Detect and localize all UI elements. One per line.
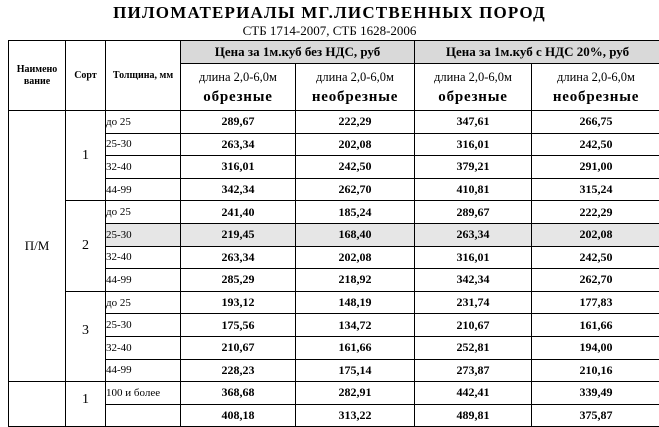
- thickness-cell: 32-40: [106, 336, 181, 359]
- price-cell: 291,00: [532, 156, 659, 179]
- header-grade: Сорт: [66, 41, 106, 111]
- highlighted-row: [9, 223, 659, 246]
- thickness-cell: 25-30: [106, 314, 181, 337]
- price-cell: 148,19: [296, 291, 415, 314]
- price-cell: 161,66: [532, 314, 659, 337]
- price-cell: 282,91: [296, 382, 415, 405]
- price-cell: 218,92: [296, 269, 415, 292]
- header-name: Наимено вание: [9, 41, 66, 111]
- price-cell: 242,50: [532, 133, 659, 156]
- price-cell: 489,81: [415, 404, 532, 427]
- price-cell: 316,01: [415, 246, 532, 269]
- thickness-cell: 25-30: [106, 223, 181, 246]
- price-cell: 175,14: [296, 359, 415, 382]
- price-cell: 375,87: [532, 404, 659, 427]
- price-cell: 252,81: [415, 336, 532, 359]
- thickness-cell: 44-99: [106, 178, 181, 201]
- edged-label: обрезные: [415, 88, 531, 106]
- price-cell: 285,29: [181, 269, 296, 292]
- price-cell: 342,34: [181, 178, 296, 201]
- price-cell: 222,29: [532, 201, 659, 224]
- thickness-cell: 25-30: [106, 133, 181, 156]
- price-cell: 442,41: [415, 382, 532, 405]
- price-cell: 316,01: [415, 133, 532, 156]
- price-cell: 242,50: [296, 156, 415, 179]
- price-cell: 273,87: [415, 359, 532, 382]
- price-cell: 231,74: [415, 291, 532, 314]
- length-label: длина 2,0-6,0м: [532, 70, 659, 85]
- price-cell: 289,67: [415, 201, 532, 224]
- grade-cell: 3: [66, 291, 106, 381]
- price-cell: 161,66: [296, 336, 415, 359]
- price-cell: 315,24: [532, 178, 659, 201]
- header-price-no-vat: Цена за 1м.куб без НДС, руб: [181, 41, 415, 64]
- edged-label: обрезные: [181, 88, 295, 106]
- header-price-with-vat: Цена за 1м.куб с НДС 20%, руб: [415, 41, 659, 64]
- length-label: длина 2,0-6,0м: [415, 70, 531, 85]
- price-cell: 339,49: [532, 382, 659, 405]
- thickness-cell: до 25: [106, 201, 181, 224]
- price-cell: 219,45: [181, 223, 296, 246]
- grade-cell: 1: [66, 382, 106, 427]
- price-cell: 134,72: [296, 314, 415, 337]
- length-label: длина 2,0-6,0м: [181, 70, 295, 85]
- price-cell: 210,16: [532, 359, 659, 382]
- price-cell: 194,00: [532, 336, 659, 359]
- grade-cell: 2: [66, 201, 106, 291]
- price-cell: 263,34: [415, 223, 532, 246]
- price-cell: 168,40: [296, 223, 415, 246]
- price-cell: 228,23: [181, 359, 296, 382]
- product-name-cell: [9, 382, 66, 427]
- subheader-unedged-no-vat: [296, 64, 415, 111]
- price-cell: 210,67: [415, 314, 532, 337]
- header-thickness: Толщина, мм: [106, 41, 181, 111]
- price-cell: 342,34: [415, 269, 532, 292]
- price-cell: 408,18: [181, 404, 296, 427]
- thickness-cell: 32-40: [106, 246, 181, 269]
- price-cell: 185,24: [296, 201, 415, 224]
- price-cell: 210,67: [181, 336, 296, 359]
- thickness-cell: до 25: [106, 111, 181, 134]
- price-cell: 262,70: [296, 178, 415, 201]
- length-label: длина 2,0-6,0м: [296, 70, 414, 85]
- price-cell: 202,08: [296, 133, 415, 156]
- unedged-label: необрезные: [296, 88, 414, 106]
- price-cell: 316,01: [181, 156, 296, 179]
- price-cell: 202,08: [532, 223, 659, 246]
- price-cell: 347,61: [415, 111, 532, 134]
- subheader-unedged-with-vat: [532, 64, 659, 111]
- price-cell: 242,50: [532, 246, 659, 269]
- price-cell: 202,08: [296, 246, 415, 269]
- thickness-cell: [106, 404, 181, 427]
- price-cell: 241,40: [181, 201, 296, 224]
- thickness-cell: 44-99: [106, 269, 181, 292]
- price-cell: 410,81: [415, 178, 532, 201]
- subheader-edged-no-vat: [181, 64, 296, 111]
- subheader-edged-with-vat: [415, 64, 532, 111]
- price-cell: 193,12: [181, 291, 296, 314]
- price-cell: 266,75: [532, 111, 659, 134]
- price-cell: 289,67: [181, 111, 296, 134]
- thickness-cell: 44-99: [106, 359, 181, 382]
- thickness-cell: до 25: [106, 291, 181, 314]
- thickness-cell: 100 и более: [106, 382, 181, 405]
- price-cell: 177,83: [532, 291, 659, 314]
- price-cell: 263,34: [181, 246, 296, 269]
- product-name-cell: П/М: [9, 111, 66, 382]
- price-cell: 313,22: [296, 404, 415, 427]
- price-cell: 175,56: [181, 314, 296, 337]
- price-cell: 262,70: [532, 269, 659, 292]
- price-cell: 379,21: [415, 156, 532, 179]
- page-title: ПИЛОМАТЕРИАЛЫ МГ.ЛИСТВЕННЫХ ПОРОД: [0, 4, 659, 22]
- price-cell: 263,34: [181, 133, 296, 156]
- thickness-cell: 32-40: [106, 156, 181, 179]
- price-cell: 222,29: [296, 111, 415, 134]
- grade-cell: 1: [66, 111, 106, 201]
- standards-subtitle: СТБ 1714-2007, СТБ 1628-2006: [0, 23, 659, 38]
- unedged-label: необрезные: [532, 88, 659, 106]
- price-cell: 368,68: [181, 382, 296, 405]
- price-table: [8, 40, 659, 427]
